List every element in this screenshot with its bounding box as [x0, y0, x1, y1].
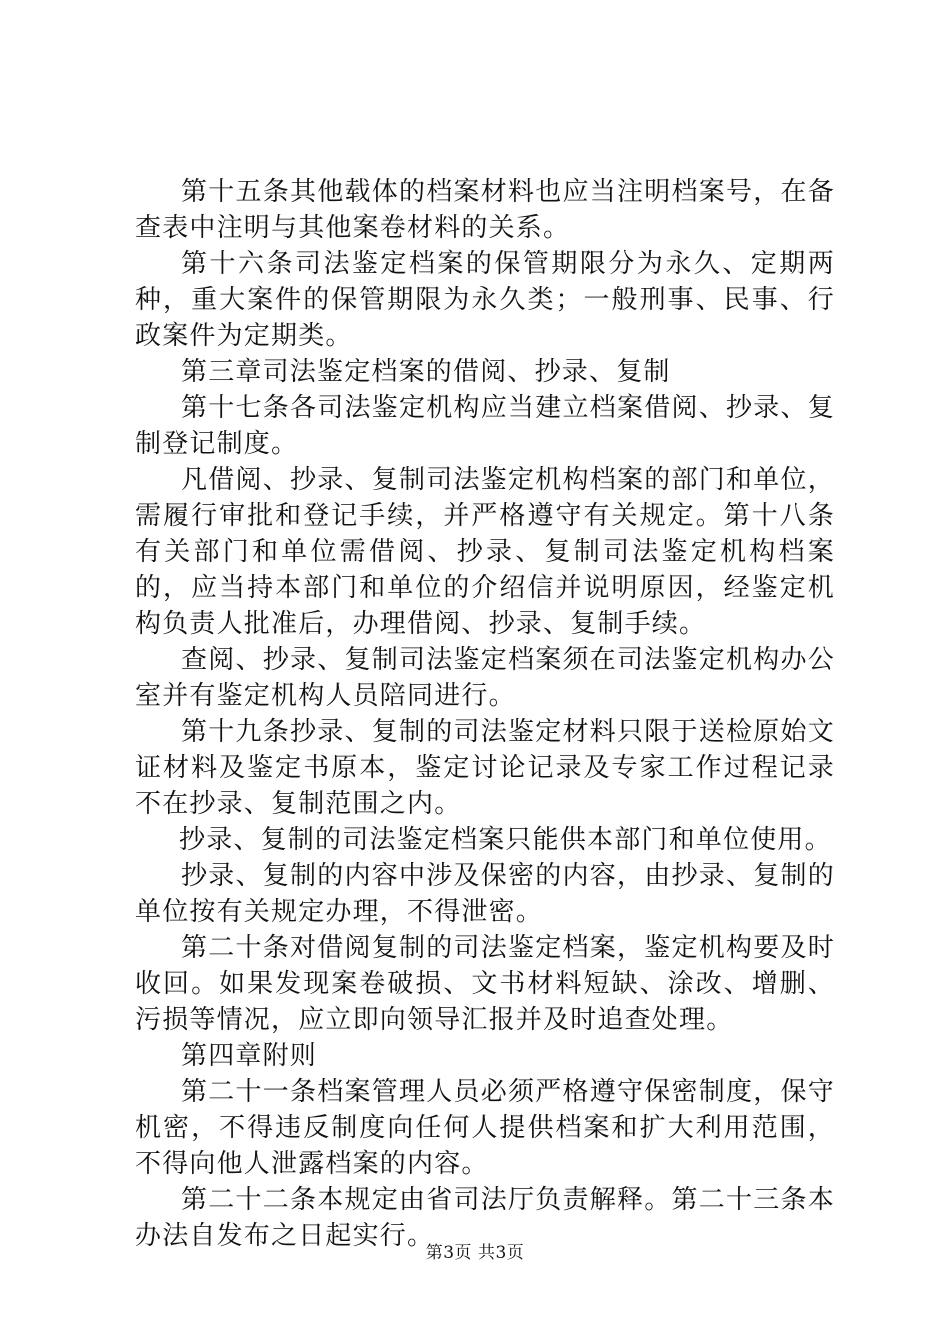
paragraph-inspection: 查阅、抄录、复制司法鉴定档案须在司法鉴定机构办公室并有鉴定机构人员陪同进行。 — [135, 645, 835, 711]
paragraph-article-15: 第十五条其他载体的档案材料也应当注明档案号，在备查表中注明与其他案卷材料的关系。 — [135, 177, 835, 243]
paragraph-article-16: 第十六条司法鉴定档案的保管期限分为永久、定期两种，重大案件的保管期限为永久类；一般刑事、民事、行政案件为定期类。 — [135, 249, 835, 351]
paragraph-article-17-18: 凡借阅、抄录、复制司法鉴定机构档案的部门和单位，需履行审批和登记手续，并严格遵守有关规定。第十八条有关部门和单位需借阅、抄录、复制司法鉴定机构档案的，应当持本部门和单位的介绍信并说明原因，经鉴定机构负责人批准后，办理借阅、抄录、复制手续。 — [135, 465, 835, 639]
paragraph-article-17: 第十七条各司法鉴定机构应当建立档案借阅、抄录、复制登记制度。 — [135, 393, 835, 459]
chapter-3-heading: 第三章司法鉴定档案的借阅、抄录、复制 — [181, 357, 671, 387]
document-body — [135, 174, 835, 1254]
paragraph-article-22-23: 第二十二条本规定由省司法厅负责解释。第二十三条本办法自发布之日起实行。 — [135, 1185, 835, 1251]
paragraph-article-21: 第二十一条档案管理人员必须严格遵守保密制度，保守机密，不得违反制度向任何人提供档案和扩大利用范围，不得向他人泄露档案的内容。 — [135, 1077, 835, 1179]
page-footer: 第3页 共3页 — [425, 1243, 525, 1263]
paragraph-article-20: 第二十条对借阅复制的司法鉴定档案，鉴定机构要及时收回。如果发现案卷破损、文书材料短缺、涂改、增删、污损等情况，应立即向领导汇报并及时追查处理。 — [135, 933, 835, 1035]
paragraph-confidentiality: 抄录、复制的内容中涉及保密的内容，由抄录、复制的单位按有关规定办理，不得泄密。 — [135, 861, 835, 927]
paragraph-article-19: 第十九条抄录、复制的司法鉴定材料只限于送检原始文证材料及鉴定书原本，鉴定讨论记录及专家工作过程记录不在抄录、复制范围之内。 — [135, 717, 835, 819]
paragraph-usage-limit: 抄录、复制的司法鉴定档案只能供本部门和单位使用。 — [179, 825, 832, 855]
chapter-4-heading: 第四章附则 — [181, 1041, 318, 1071]
